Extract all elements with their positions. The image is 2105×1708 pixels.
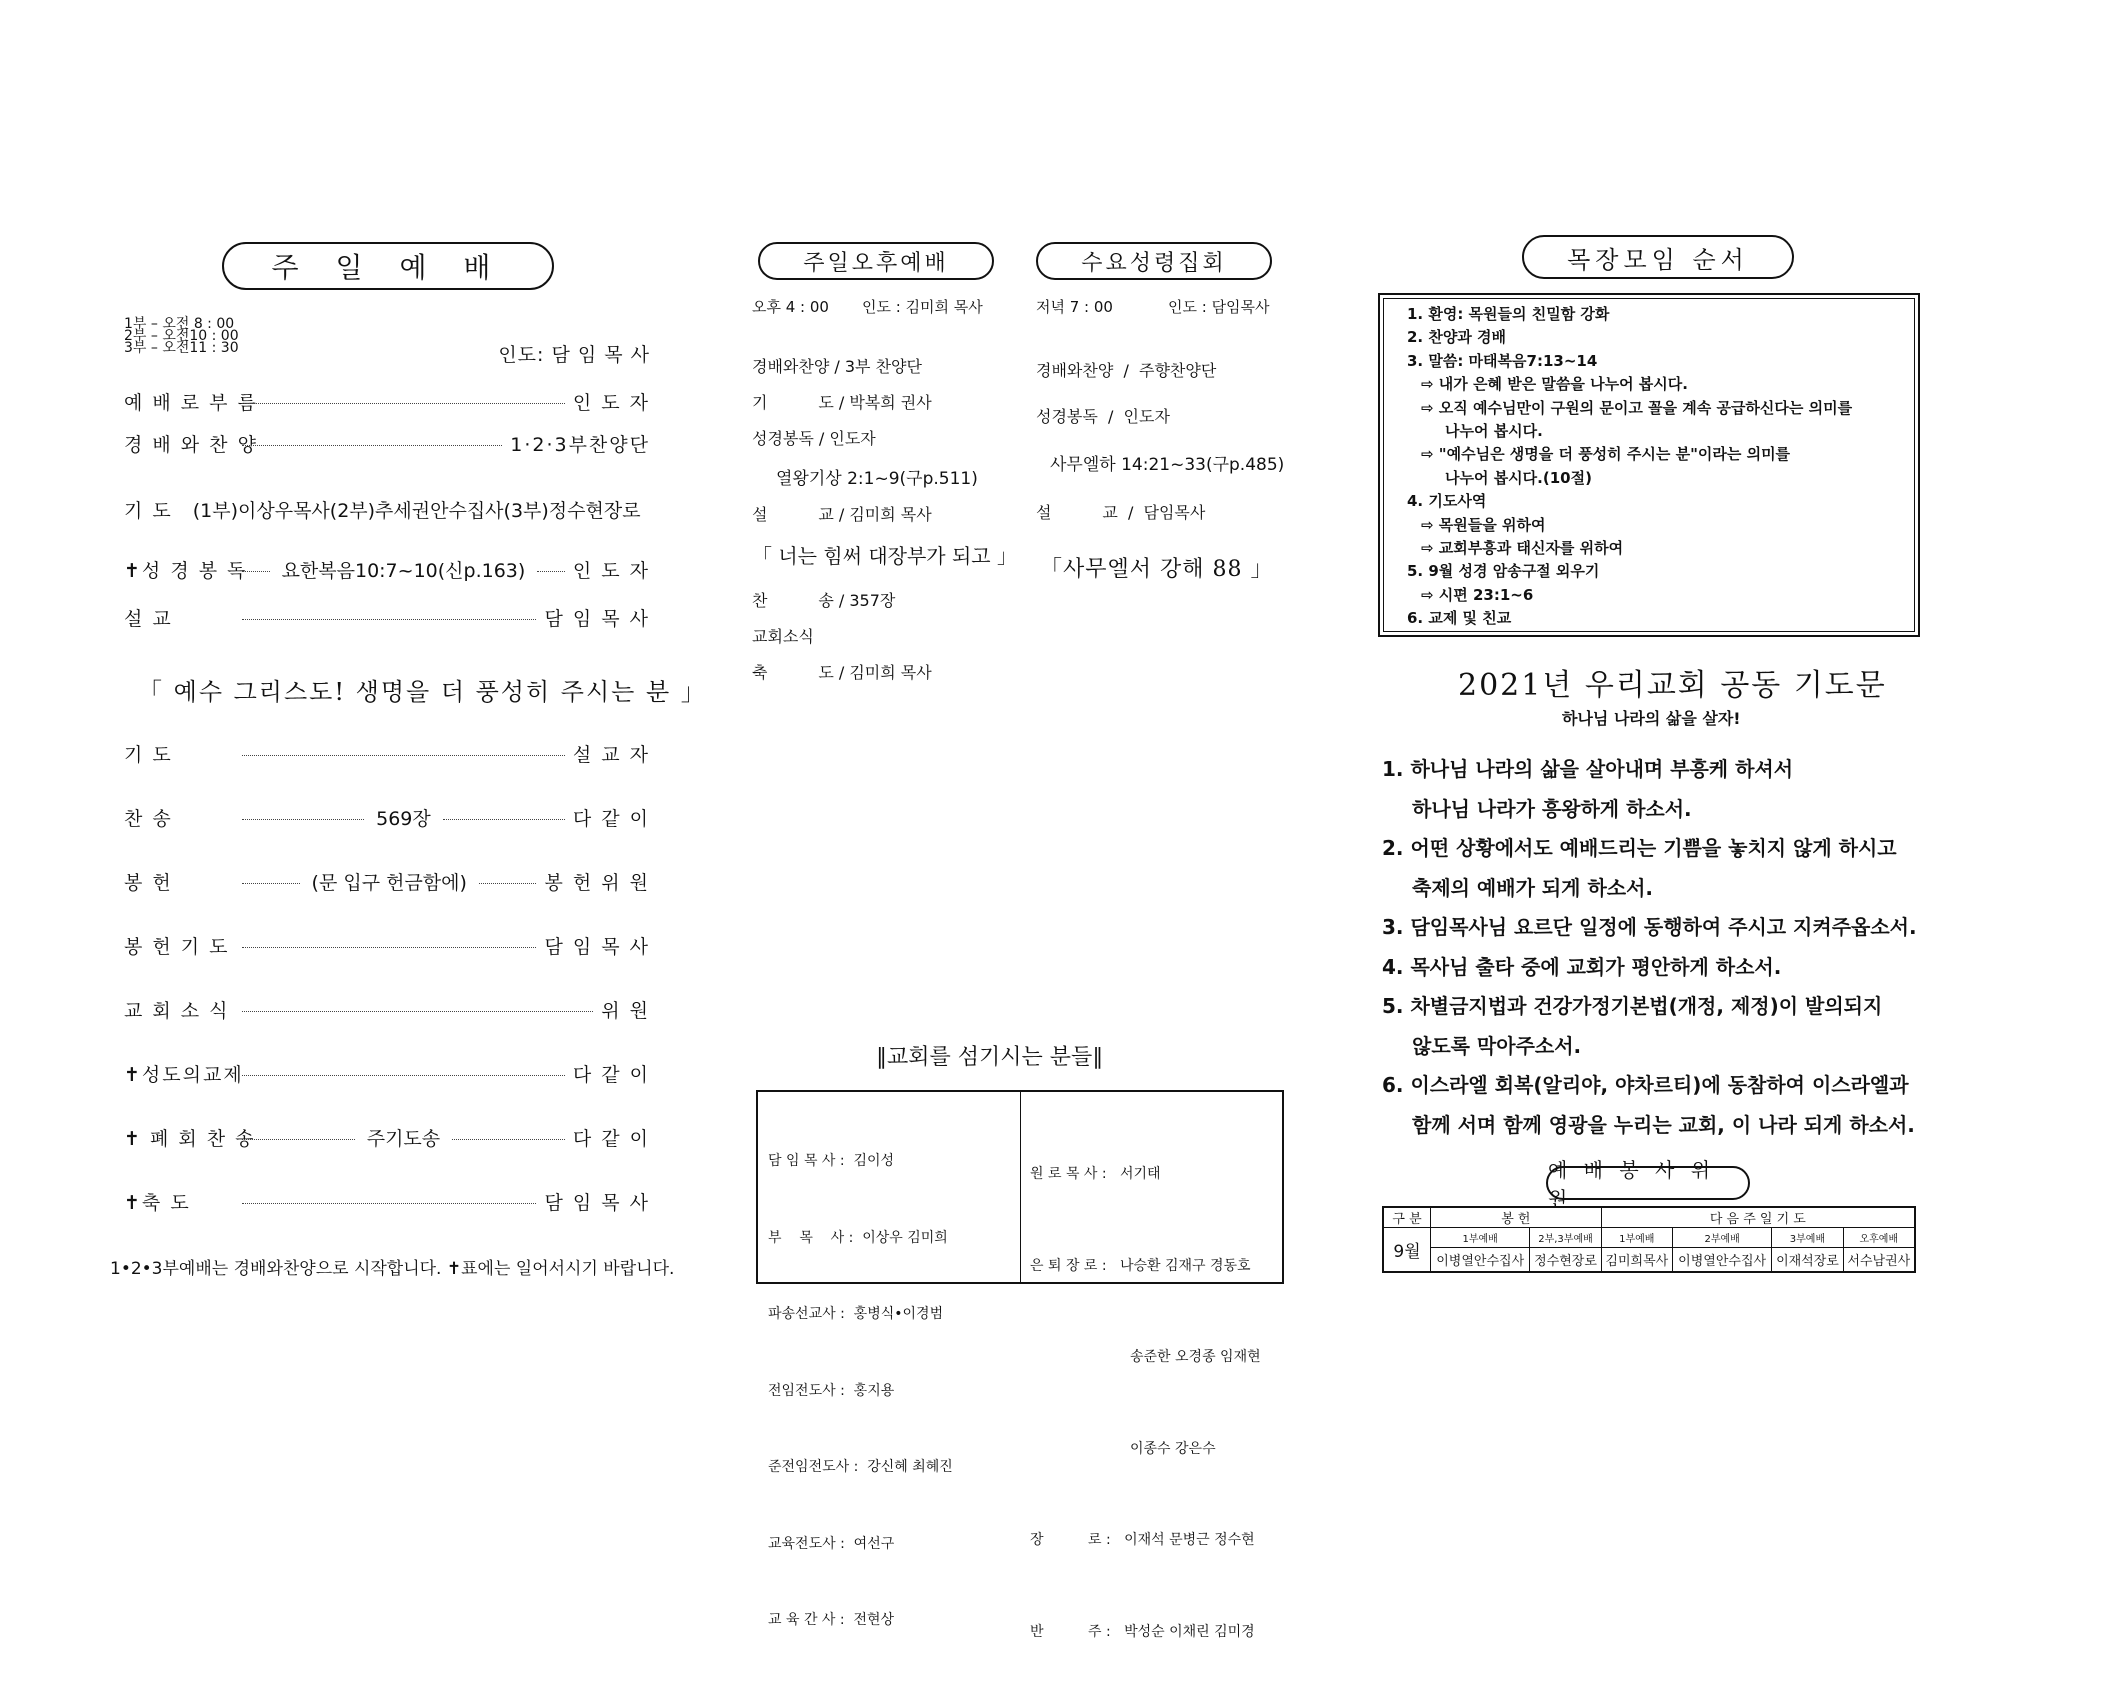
name-cell: 이재석장로 bbox=[1772, 1248, 1843, 1272]
service-committee-title: 예 배 봉 사 위 원 bbox=[1546, 1166, 1750, 1200]
cell-line: 6. 교제 및 친교 bbox=[1407, 609, 1512, 628]
staff-entry: 은 퇴 장 로 : 나승환 김재구 경동호 bbox=[1030, 1257, 1251, 1274]
staff-entry: 이종수 강은수 bbox=[1130, 1440, 1216, 1457]
cell-line: ⇨ 내가 은혜 받은 말씀을 나누어 봅시다. bbox=[1421, 375, 1688, 394]
row-right: 설 교 자 bbox=[572, 744, 650, 766]
sub-header: 3부예배 bbox=[1772, 1228, 1843, 1248]
dotted-leader bbox=[452, 1139, 565, 1140]
dotted-leader bbox=[242, 619, 536, 620]
afternoon-line: 경배와찬양 / 3부 찬양단 bbox=[752, 357, 922, 376]
month-cell: 9월 bbox=[1383, 1228, 1431, 1272]
wednesday-line: 성경봉독 / 인도자 bbox=[1036, 407, 1170, 426]
service-order-row bbox=[124, 1188, 650, 1215]
sunday-service-title: 주 일 예 배 bbox=[222, 242, 554, 290]
header-offering: 봉 헌 bbox=[1431, 1207, 1602, 1228]
staff-entry: 송준한 오경종 임재현 bbox=[1130, 1349, 1261, 1365]
wednesday-line: 경배와찬양 / 주향찬양단 bbox=[1036, 361, 1217, 380]
staff-entry: 부 목 사 : 이상우 김미희 bbox=[768, 1229, 948, 1246]
dotted-leader bbox=[242, 571, 270, 572]
staff-entry: 원 로 목 사 : 서기태 bbox=[1030, 1166, 1161, 1182]
row-detail: (문 입구 헌금함에) bbox=[308, 868, 471, 895]
dotted-leader bbox=[242, 755, 565, 756]
footnote: 1•2•3부예배는 경배와찬양으로 시작합니다. ✝표에는 일어서시기 바랍니다. bbox=[110, 1259, 675, 1279]
sub-header: 오후예배 bbox=[1843, 1228, 1915, 1248]
cell-line: 5. 9월 성경 암송구절 외우기 bbox=[1407, 562, 1600, 581]
cell-line: 2. 찬양과 경배 bbox=[1407, 328, 1507, 347]
prayer-line: 1. 하나님 나라의 삶을 살아내며 부흥케 하셔서 bbox=[1382, 757, 1794, 781]
prayer-line: 6. 이스라엘 회복(알리야, 야차르티)에 동참하여 이스라엘과 bbox=[1382, 1073, 1909, 1097]
row-detail: 569장 bbox=[372, 804, 435, 831]
cell-line: 4. 기도사역 bbox=[1407, 492, 1487, 511]
staff-entry: 전임전도사 : 홍지용 bbox=[768, 1382, 895, 1399]
cell-line: 나누어 봅시다.(10절) bbox=[1445, 468, 1592, 487]
afternoon-scripture: 열왕기상 2:1~9(구p.511) bbox=[776, 469, 978, 489]
cell-meeting-box bbox=[1378, 293, 1920, 637]
row-label: 기 도 bbox=[124, 744, 173, 766]
row-detail: 요한복음10:7~10(신p.163) bbox=[278, 556, 530, 583]
prayer-line: 4. 목사님 출타 중에 교회가 평안하게 하소서. bbox=[1382, 954, 1782, 979]
row-label: 봉 헌 기 도 bbox=[124, 936, 230, 958]
row-label: ✝ 폐 회 찬 송 bbox=[124, 1128, 256, 1150]
service-order-row bbox=[124, 604, 650, 631]
header-next-prayer: 다 음 주 일 기 도 bbox=[1601, 1207, 1915, 1228]
dotted-leader bbox=[537, 571, 565, 572]
afternoon-line: 축 도 / 김미희 목사 bbox=[752, 663, 932, 682]
prayer-subtitle: 하나님 나라의 삶을 살자! bbox=[1562, 709, 1741, 728]
cell-meeting-title: 목장모임 순서 bbox=[1522, 235, 1794, 279]
name-cell: 이병열안수집사 bbox=[1431, 1248, 1530, 1272]
sermon-title: 「 예수 그리스도! 생명을 더 풍성히 주시는 분 」 bbox=[138, 678, 707, 706]
dotted-leader bbox=[242, 883, 300, 884]
staff-entry: 파송선교사 : 홍병식•이경범 bbox=[768, 1306, 944, 1322]
row-right: 1·2·3부찬양단 bbox=[510, 434, 650, 456]
row-label: 찬 송 bbox=[124, 808, 173, 830]
service-order-row bbox=[124, 868, 650, 895]
sub-header: 2부,3부예배 bbox=[1530, 1228, 1601, 1248]
cell-line: ⇨ 오직 예수님만이 구원의 문이고 꼴을 계속 공급하신다는 의미를 bbox=[1421, 398, 1853, 417]
afternoon-line: 성경봉독 / 인도자 bbox=[752, 429, 876, 448]
row-right: 인 도 자 bbox=[572, 560, 651, 582]
staff-entry: 교육전도사 : 여선구 bbox=[768, 1535, 895, 1552]
afternoon-service-title: 주일오후예배 bbox=[758, 242, 994, 280]
cell-line: ⇨ 교회부흥과 태신자를 위하여 bbox=[1421, 539, 1624, 558]
cell-line: 1. 환영: 목원들의 친밀함 강화 bbox=[1407, 305, 1610, 323]
prayer-line: 3. 담임목사님 요르단 일정에 동행하여 주시고 지켜주옵소서. bbox=[1382, 915, 1917, 939]
cell-line: 나누어 봅시다. bbox=[1445, 422, 1543, 441]
row-right: 위 원 bbox=[601, 1000, 650, 1022]
cell-line: ⇨ 시편 23:1~6 bbox=[1421, 585, 1534, 604]
row-right: 담 임 목 사 bbox=[544, 1192, 650, 1214]
sub-header: 2부예배 bbox=[1672, 1228, 1771, 1248]
sub-header: 1부예배 bbox=[1601, 1228, 1672, 1248]
row-label: 경 배 와 찬 양 bbox=[124, 434, 258, 456]
service-order-row bbox=[124, 932, 650, 959]
row-label: 교 회 소 식 bbox=[124, 1000, 230, 1022]
row-right: 다 같 이 bbox=[572, 808, 650, 830]
staff-left bbox=[768, 1098, 953, 1685]
staff-entry: 담 임 목 사 : 김이성 bbox=[768, 1153, 895, 1169]
header-gubun: 구 분 bbox=[1383, 1207, 1431, 1228]
row-right: 봉 헌 위 원 bbox=[544, 872, 650, 894]
dotted-leader bbox=[479, 883, 537, 884]
dotted-leader bbox=[242, 1075, 565, 1076]
row-right: 다 같 이 bbox=[572, 1128, 651, 1150]
service-order-row bbox=[124, 1060, 650, 1087]
time-2: 2부 – 오전10 : 00 bbox=[124, 328, 239, 344]
row-label: 설 교 bbox=[124, 608, 173, 630]
row-label: ✝성도의교제 bbox=[124, 1064, 244, 1086]
dotted-leader bbox=[242, 819, 364, 820]
prayer-lines bbox=[1382, 750, 1917, 1145]
name-cell: 서수남권사 bbox=[1843, 1248, 1915, 1272]
wednesday-sermon: 「사무엘서 강해 88 」 bbox=[1040, 557, 1274, 582]
row-label: 기 도 bbox=[124, 500, 173, 522]
name-cell: 이병열안수집사 bbox=[1672, 1248, 1771, 1272]
prayer-line: 하나님 나라가 흥왕하게 하소서. bbox=[1412, 796, 1692, 821]
afternoon-line: 찬 송 / 357장 bbox=[752, 591, 896, 610]
afternoon-line: 교회소식 bbox=[752, 627, 814, 646]
row-right: 인 도 자 bbox=[572, 392, 650, 414]
service-order-row bbox=[124, 804, 650, 831]
afternoon-line: 설 교 / 김미희 목사 bbox=[752, 505, 932, 524]
service-order-row bbox=[124, 556, 650, 583]
name-cell: 김미희목사 bbox=[1601, 1248, 1672, 1272]
service-committee-table bbox=[1382, 1206, 1916, 1273]
row-detail: 주기도송 bbox=[363, 1124, 444, 1151]
time-3: 3부 – 오전11 : 30 bbox=[124, 340, 239, 356]
staff-entry: 반 주 : 박성순 이채린 김미경 bbox=[1030, 1623, 1255, 1640]
name-cell: 정수현장로 bbox=[1530, 1248, 1601, 1272]
service-leader: 인도: 담 임 목 사 bbox=[498, 344, 650, 366]
service-order-row bbox=[124, 388, 650, 415]
cell-meeting-lines bbox=[1407, 303, 1852, 631]
wednesday-leader: 인도 : 담임목사 bbox=[1168, 298, 1270, 316]
prayer-line: 5. 차별금지법과 건강가정기본법(개정, 제정)이 발의되지 bbox=[1382, 994, 1883, 1018]
staff-box bbox=[756, 1090, 1284, 1640]
afternoon-time: 오후 4 : 00 bbox=[752, 298, 829, 316]
prayer-line: 함께 서며 함께 영광을 누리는 교회, 이 나라 되게 하소서. bbox=[1412, 1112, 1915, 1137]
service-order-row bbox=[124, 740, 650, 767]
cell-line: 3. 말씀: 마태복음7:13~14 bbox=[1407, 351, 1598, 370]
wednesday-service-title: 수요성령집회 bbox=[1036, 242, 1272, 280]
staff-entry: 장 로 : 이재석 문병근 정수현 bbox=[1030, 1532, 1255, 1548]
wednesday-scripture: 사무엘하 14:21~33(구p.485) bbox=[1050, 455, 1285, 475]
time-1: 1부 – 오전 8 : 00 bbox=[124, 316, 235, 332]
wednesday-line: 설 교 / 담임목사 bbox=[1036, 503, 1206, 522]
prayer-title: 2021년 우리교회 공동 기도문 bbox=[1458, 668, 1887, 703]
row-label: ✝성 경 봉 독 bbox=[124, 560, 248, 582]
staff-entry: 교 육 간 사 : 전현상 bbox=[768, 1612, 895, 1628]
afternoon-sermon: 「 너는 힘써 대장부가 되고 」 bbox=[752, 544, 1017, 568]
service-order-row bbox=[124, 1124, 650, 1151]
dotted-leader bbox=[242, 947, 536, 948]
prayer-line: 2. 어떤 상황에서도 예배드리는 기쁨을 놓치지 않게 하시고 bbox=[1382, 836, 1897, 860]
row-detail: (1부)이상우목사(2부)추세권안수집사(3부)정수현장로 bbox=[189, 496, 645, 523]
sub-header: 1부예배 bbox=[1431, 1228, 1530, 1248]
row-right: 담 임 목 사 bbox=[544, 936, 650, 958]
prayer-line: 않도록 막아주소서. bbox=[1412, 1033, 1582, 1058]
prayer-line: 축제의 예배가 되게 하소서. bbox=[1412, 875, 1654, 900]
wednesday-time: 저녁 7 : 00 bbox=[1036, 298, 1113, 316]
dotted-leader bbox=[242, 1203, 536, 1204]
staff-entry: 준전임전도사 : 강신혜 최혜진 bbox=[768, 1459, 953, 1475]
afternoon-leader: 인도 : 김미희 목사 bbox=[862, 298, 983, 316]
dotted-leader bbox=[443, 819, 565, 820]
service-order-row bbox=[124, 430, 650, 457]
staff-right bbox=[1030, 1098, 1261, 1708]
service-order-row bbox=[124, 996, 650, 1023]
row-label: 예 배 로 부 름 bbox=[124, 392, 258, 414]
row-label: ✝축 도 bbox=[124, 1192, 191, 1214]
dotted-leader bbox=[242, 1139, 355, 1140]
staff-title: ∥교회를 섬기시는 분들∥ bbox=[876, 1045, 1104, 1070]
row-right: 담 임 목 사 bbox=[544, 608, 650, 630]
cell-line: ⇨ 목원들을 위하여 bbox=[1421, 515, 1546, 534]
afternoon-line: 기 도 / 박복희 권사 bbox=[752, 393, 932, 412]
service-times bbox=[124, 318, 239, 354]
row-right: 다 같 이 bbox=[572, 1064, 650, 1086]
service-order-row bbox=[124, 496, 650, 523]
cell-line: ⇨ "예수님은 생명을 더 풍성히 주시는 분"이라는 의미를 bbox=[1421, 445, 1791, 464]
dotted-leader bbox=[242, 403, 565, 404]
dotted-leader bbox=[242, 1011, 593, 1012]
staff-divider bbox=[1020, 1092, 1021, 1282]
dotted-leader bbox=[242, 445, 502, 446]
row-label: 봉 헌 bbox=[124, 872, 173, 894]
